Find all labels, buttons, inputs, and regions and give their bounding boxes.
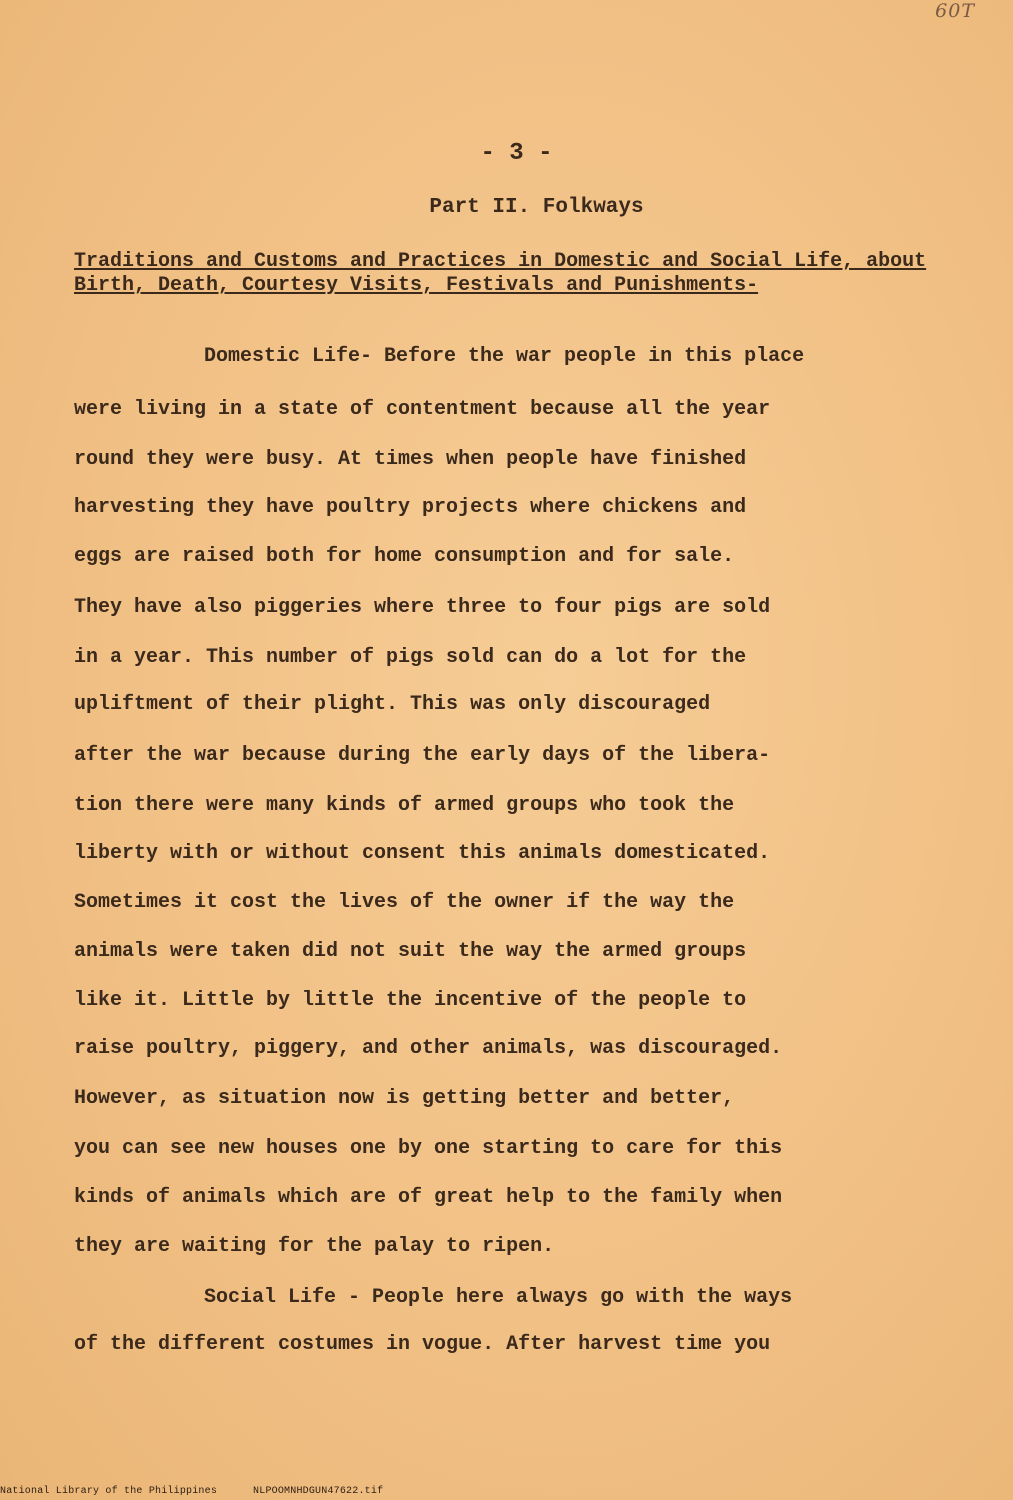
paragraph-line: They have also piggeries where three to four pigs are sold: [74, 596, 771, 619]
paragraph-line: like it. Little by little the incentive of the people to: [74, 989, 747, 1012]
paragraph-line: upliftment of their plight. This was only discouraged: [74, 693, 711, 716]
paragraph-line: harvesting they have poultry projects where chickens and: [74, 496, 747, 519]
paragraph-line: were living in a state of contentment because all the year: [74, 398, 771, 421]
paragraph-line: tion there were many kinds of armed groups who took the: [74, 794, 735, 817]
paragraph-line: you can see new houses one by one starting to care for this: [74, 1137, 783, 1160]
page-number: - 3 -: [480, 140, 553, 167]
section-heading: Traditions and Customs and Practices in Domestic and Social Life, about Birth, Death, Courtesy Visits, Festivals and Punishments-: [74, 250, 927, 297]
paragraph-line: animals were taken did not suit the way the armed groups: [74, 940, 747, 963]
paragraph-line: eggs are raised both for home consumption and for sale.: [74, 545, 735, 568]
paragraph-line: in a year. This number of pigs sold can do a lot for the: [74, 646, 747, 669]
paragraph-line: round they were busy. At times when people have finished: [74, 448, 747, 471]
paragraph-line: of the different costumes in vogue. After harvest time you: [74, 1333, 771, 1356]
paragraph-line: However, as situation now is getting better and better,: [74, 1087, 735, 1110]
footer-filename: NLPOOMNHDGUN47622.tif: [253, 1486, 384, 1497]
paragraph-line: Sometimes it cost the lives of the owner if the way the: [74, 891, 735, 914]
footer-institution: National Library of the Philippines: [0, 1486, 218, 1497]
paragraph-line: after the war because during the early days of the libera-: [74, 744, 771, 767]
paragraph-line: they are waiting for the palay to ripen.: [74, 1235, 555, 1258]
paragraph-line: raise poultry, piggery, and other animals, was discouraged.: [74, 1037, 783, 1060]
scan-footer: [0, 1486, 383, 1497]
corner-annotation: 60T: [935, 0, 975, 22]
paragraph-line: liberty with or without consent this animals domesticated.: [74, 842, 771, 865]
paragraph-line: kinds of animals which are of great help to the family when: [74, 1186, 783, 1209]
paragraph-line: Domestic Life- Before the war people in this place: [204, 345, 805, 368]
paragraph-line: Social Life - People here always go with the ways: [204, 1286, 793, 1309]
part-title: Part II. Folkways: [429, 196, 644, 219]
